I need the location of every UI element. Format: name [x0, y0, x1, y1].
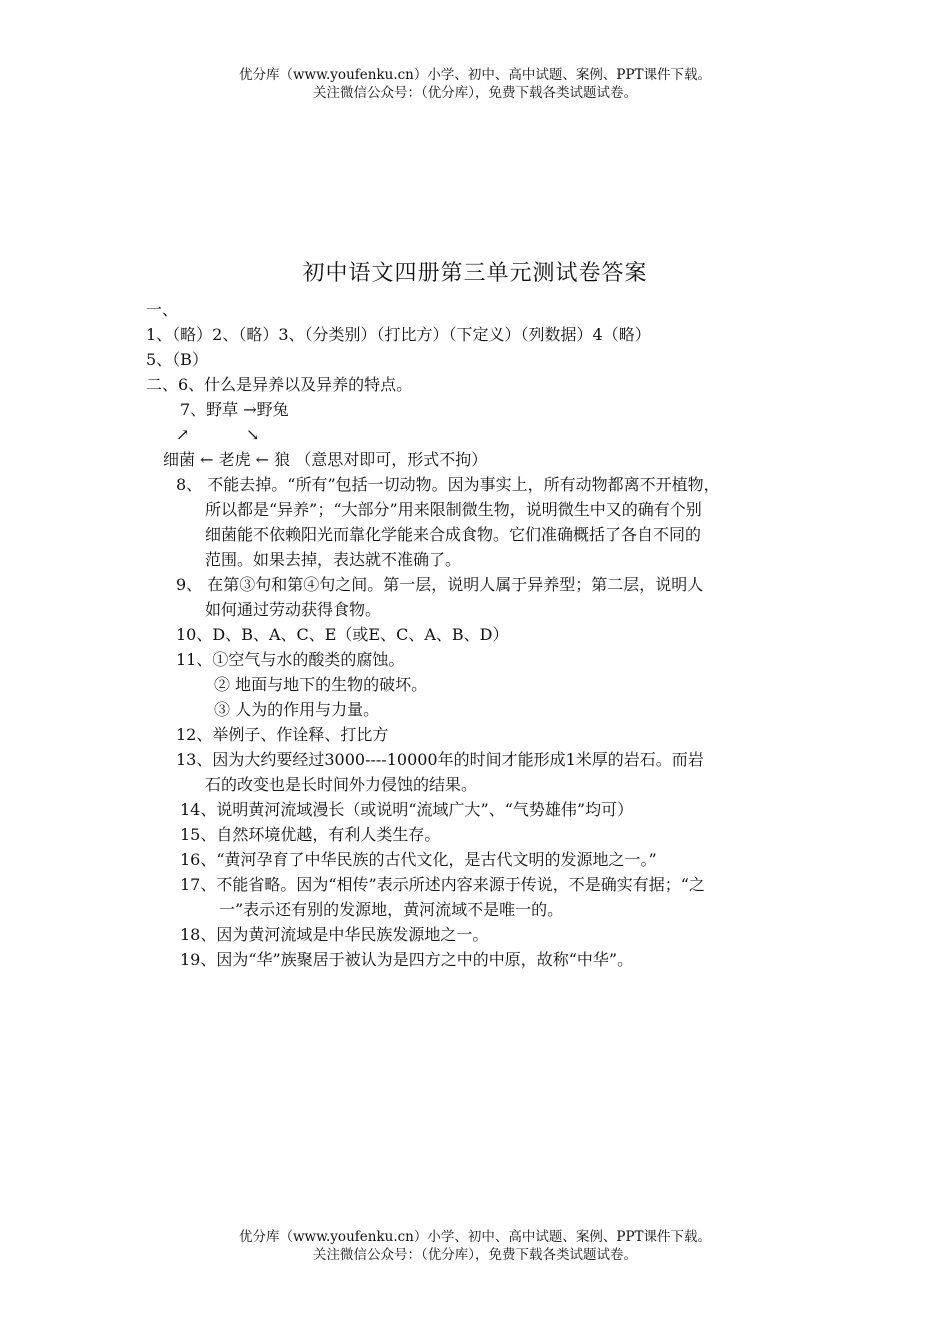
answer-line-17: 17、不能省略。因为“相传”表示所述内容来源于传说，不是确实有据；“之: [180, 875, 705, 894]
arrow-up-right-icon: ↗: [176, 425, 190, 444]
answer-line-13: 13、因为大约要经过3000----10000年的时间才能形成1米厚的岩石。而岩: [176, 750, 704, 769]
answer-line-16: 16、“黄河孕育了中华民族的古代文化，是古代文明的发源地之一。”: [180, 850, 657, 869]
answer-line-19: 19、因为“华”族聚居于被认为是四方之中的中原，故称“中华”。: [180, 950, 634, 969]
page-footer: [0, 1228, 950, 1264]
arrow-down-right-icon: ↘: [246, 425, 260, 444]
page-header: [0, 66, 950, 102]
answer-line-18: 18、因为黄河流域是中华民族发源地之一。: [180, 925, 489, 944]
answer-line-12: 12、举例子、作诠释、打比方: [176, 725, 389, 744]
answer-line-13-cont: 石的改变也是长时间外力侵蚀的结果。: [205, 775, 478, 794]
answer-line-8: 8、 不能去掉。“所有”包括一切动物。因为事实上，所有动物都离不开植物，: [176, 475, 720, 494]
header-line-2: 关注微信公众号：（优分库），免费下载各类试题试卷。: [313, 85, 637, 101]
answer-line-8-cont-3: 范围。如果去掉，表达就不准确了。: [205, 550, 462, 569]
answer-line-14: 14、说明黄河流域漫长（或说明“流域广大”、“气势雄伟”均可）: [180, 800, 634, 819]
answer-line-1-4: 1、（略）2、（略）3、（分类别）（打比方）（下定义）（列数据）4（略）: [146, 325, 651, 344]
answer-line-17-cont: 一”表示还有别的发源地，黄河流域不是唯一的。: [219, 900, 564, 919]
answer-line-11-3: ③ 人为的作用与力量。: [214, 700, 380, 719]
answer-line-9: 9、 在第③句和第④句之间。第一层，说明人属于异养型；第二层，说明人: [176, 575, 704, 594]
answer-line-8-cont-1: 所以都是“异养”；“大部分”用来限制微生物，说明微生中又的确有个别: [205, 500, 702, 519]
document-title: 初中语文四册第三单元测试卷答案: [302, 261, 648, 286]
answer-line-6: 二、6、什么是异养以及异养的特点。: [146, 375, 413, 394]
footer-line-1: 优分库（www.youfenku.cn）小学、初中、高中试题、案例、PPT课件下载。: [238, 1229, 712, 1245]
answer-line-9-cont: 如何通过劳动获得食物。: [205, 600, 382, 619]
header-line-1: 优分库（www.youfenku.cn）小学、初中、高中试题、案例、PPT课件下载。: [238, 67, 712, 83]
footer-line-2: 关注微信公众号：（优分库），免费下载各类试题试卷。: [313, 1247, 637, 1263]
answer-line-5: 5、（B）: [146, 350, 208, 369]
answer-line-11: 11、①空气与水的酸类的腐蚀。: [176, 650, 405, 669]
food-chain-bottom: 细菌 ← 老虎 ← 狼 （意思对即可，形式不拘）: [163, 450, 488, 469]
food-chain-top: 7、野草 →野兔: [180, 400, 289, 419]
answer-line-11-2: ② 地面与地下的生物的破坏。: [214, 675, 428, 694]
section-1-heading: 一、: [146, 300, 179, 319]
answer-line-10: 10、D、B、A、C、E（或E、C、A、B、D）: [176, 625, 509, 644]
answer-line-15: 15、自然环境优越，有利人类生存。: [180, 825, 441, 844]
answer-line-8-cont-2: 细菌能不依赖阳光而靠化学能来合成食物。它们准确概括了各自不同的: [205, 525, 702, 544]
